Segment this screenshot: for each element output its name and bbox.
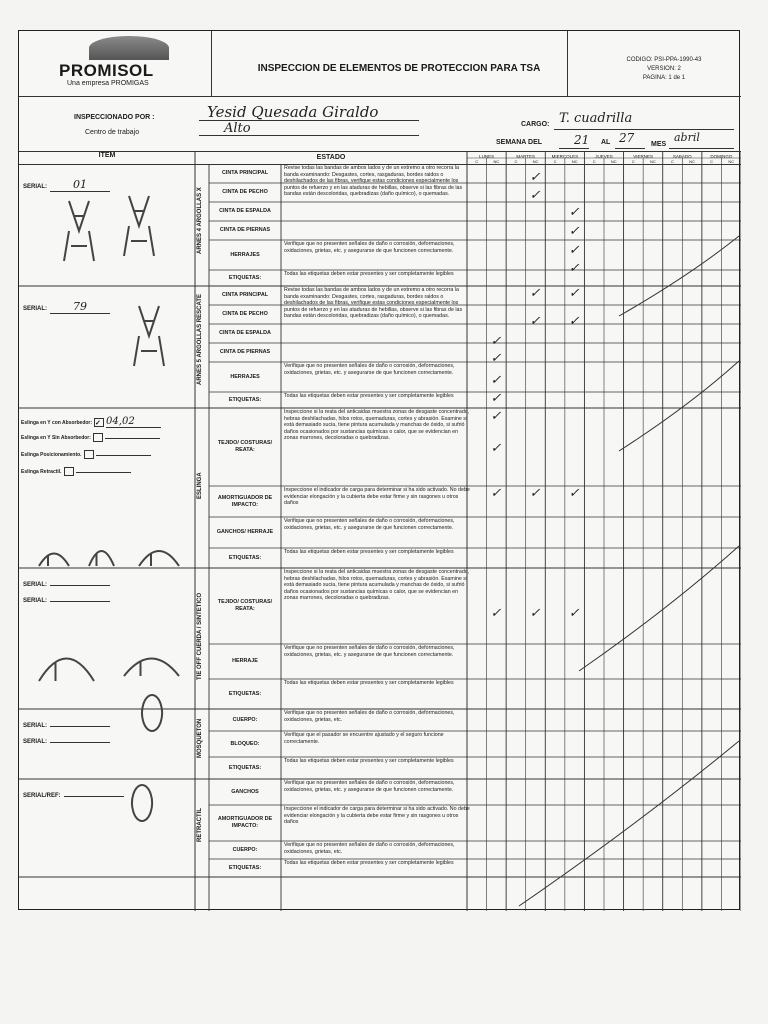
row-label: CINTA DE PECHO bbox=[222, 189, 268, 195]
check-mark: ✓ bbox=[490, 334, 502, 349]
row-label: CINTA PRINCIPAL bbox=[221, 170, 269, 176]
logo-name: PROMISOL bbox=[59, 61, 154, 80]
row-label: CINTA DE PECHO bbox=[222, 311, 268, 317]
check-mark: ✓ bbox=[490, 606, 502, 621]
day-header-sabado: SABADO bbox=[672, 154, 692, 159]
version-text: VERSION: 2 bbox=[647, 66, 681, 72]
check-mark: ✓ bbox=[568, 224, 580, 239]
row-description: Verifique que no presenten señales de daño o corrosión, deformaciones, oxidaciones, grietas, etc. y asegurarse de que funcionen correctamente. bbox=[284, 518, 455, 531]
serial-field[interactable] bbox=[23, 178, 110, 192]
serial-label: SERIAL: bbox=[23, 723, 47, 729]
section-group-label: RETRACTIL bbox=[197, 808, 203, 843]
check-mark: ✓ bbox=[529, 286, 541, 301]
check-mark: ✓ bbox=[490, 486, 502, 501]
check-mark: ✓ bbox=[568, 486, 580, 501]
row-description: Verifique que no presenten señales de daño o corrosión, deformaciones, oxidaciones, grietas, etc. y asegurarse de que funcionen correctamente. bbox=[284, 363, 455, 376]
row-label: CINTA DE ESPALDA bbox=[219, 208, 271, 214]
week-to-field[interactable]: 27 bbox=[619, 131, 635, 145]
serial-value bbox=[50, 726, 110, 727]
check-mark: ✓ bbox=[490, 441, 502, 456]
check-mark: ✓ bbox=[490, 391, 502, 406]
row-description: Revise todas las bandas de ambos lados y de un extremo a otro recorra la banda examinando: Desgastes, cortes, rasgaduras, bordes raidos o deshilachados de las fibras, verifique estas condiciones especialmente los puntos de refuerzo y en las ataduras de hebillas, observe si las fibras de las bandas están descoloridas, quebradizas (daño químico), o quemadas. bbox=[284, 287, 463, 320]
row-label: ETIQUETAS: bbox=[228, 764, 262, 771]
row-label: ETIQUETAS: bbox=[228, 396, 262, 403]
mes-label: MES bbox=[651, 141, 667, 148]
logo-subtitle: Una empresa PROMIGAS bbox=[67, 80, 149, 87]
section-group-label: ESLINGA bbox=[197, 472, 203, 500]
serial-field[interactable] bbox=[23, 793, 124, 799]
page-text: PAGINA: 1 de 1 bbox=[642, 75, 686, 81]
row-label: CINTA DE ESPALDA bbox=[219, 330, 271, 336]
row-label: ETIQUETAS: bbox=[228, 864, 262, 871]
check-mark: ✓ bbox=[568, 314, 580, 329]
eslinga-option-label: Eslinga en Y con Absorbedor: bbox=[21, 420, 93, 426]
row-label: BLOQUEO: bbox=[230, 740, 260, 747]
day-subheader: C bbox=[671, 159, 674, 164]
row-label: ETIQUETAS: bbox=[228, 690, 262, 697]
serial-field[interactable] bbox=[23, 582, 110, 588]
carabiner-icon bbox=[132, 785, 152, 821]
check-mark: ✓ bbox=[490, 409, 502, 424]
strike-line bbox=[619, 361, 739, 451]
inspector-name-field[interactable]: Yesid Quesada Giraldo bbox=[207, 103, 379, 121]
row-description: Verifique que no presenten señales de daño o corrosión, deformaciones, oxidaciones, grietas, etc. bbox=[284, 710, 455, 723]
day-subheader: C bbox=[710, 159, 714, 164]
section-group-label: TIE OFF CUERDA / SINTETICO bbox=[197, 592, 203, 681]
row-description: Todas las etiquetas deben estar presentes y ser completamente legibles bbox=[284, 860, 454, 866]
eslinga-option[interactable] bbox=[21, 416, 161, 428]
check-mark: ✓ bbox=[568, 286, 580, 301]
check-mark: ✓ bbox=[568, 606, 580, 621]
inspection-sheet bbox=[18, 30, 740, 910]
checkbox-icon[interactable]: ✓ bbox=[94, 418, 104, 427]
row-description: Verifique que no presenten señales de daño o corrosión, deformaciones, oxidaciones, grietas, etc. bbox=[284, 842, 455, 855]
check-mark: ✓ bbox=[568, 243, 580, 258]
eslinga-option-value bbox=[96, 455, 151, 456]
eslinga-option[interactable] bbox=[21, 450, 151, 459]
row-label: ETIQUETAS: bbox=[228, 274, 262, 281]
eslinga-option-label: Eslinga Posicionamiento. bbox=[21, 451, 82, 458]
day-subheader: NC bbox=[532, 159, 539, 164]
lanyard-icon bbox=[39, 554, 69, 567]
check-mark: ✓ bbox=[529, 606, 541, 621]
day-subheader: C bbox=[553, 159, 557, 164]
row-label: HERRAJES bbox=[230, 373, 260, 380]
check-mark: ✓ bbox=[490, 351, 502, 366]
item-column-header: ITEM bbox=[98, 152, 116, 159]
day-header-martes: MARTES bbox=[516, 154, 536, 159]
inspected-by-label: INSPECCIONADO POR : bbox=[74, 114, 155, 121]
serial-label: SERIAL: bbox=[23, 598, 47, 604]
harness-icon bbox=[124, 196, 154, 256]
day-header-miercoles: MIERCOLES bbox=[551, 154, 579, 159]
strike-line bbox=[579, 546, 739, 671]
row-label: ETIQUETAS: bbox=[228, 554, 262, 561]
serial-field[interactable] bbox=[23, 598, 110, 604]
row-label: AMORTIGUADOR DE IMPACTO: bbox=[217, 816, 273, 829]
row-description: Verifique que no presenten señales de daño o corrosión, deformaciones, oxidaciones, grietas, etc. y asegurarse de que funcionen correctamente. bbox=[284, 780, 455, 793]
serial-label: SERIAL: bbox=[23, 184, 47, 190]
eslinga-option[interactable] bbox=[21, 467, 131, 476]
row-label: TEJIDO/ COSTURAS/ REATA: bbox=[217, 599, 273, 612]
strike-line bbox=[619, 236, 739, 316]
check-mark: ✓ bbox=[490, 373, 502, 388]
harness-icon bbox=[134, 306, 164, 366]
serial-field[interactable] bbox=[23, 300, 110, 314]
work-center-field[interactable]: Alto bbox=[224, 121, 251, 136]
day-subheader: NC bbox=[610, 159, 617, 164]
checkbox-icon[interactable] bbox=[84, 450, 94, 459]
estado-column-header: ESTADO bbox=[316, 154, 346, 161]
row-description: Verifique que no presenten señales de daño o corrosión, deformaciones, oxidaciones, grietas, etc. y asegurarse de que funcionen correctamente. bbox=[284, 241, 455, 254]
week-from-field[interactable]: 21 bbox=[574, 133, 590, 147]
mes-field[interactable]: abril bbox=[674, 131, 700, 144]
day-subheader: NC bbox=[650, 159, 656, 164]
serial-label: SERIAL: bbox=[23, 306, 47, 312]
day-header-jueves: JUEVES bbox=[595, 154, 613, 159]
row-description: Inspeccione el indicador de carga para determinar si ha sido activado. No debe evidenciar elongación y la cubierta debe estar firme y sin rasgones u otros daños bbox=[284, 806, 470, 826]
row-label: TEJIDO/ COSTURAS/ REATA: bbox=[217, 440, 273, 453]
row-description: Inspeccione el indicador de carga para determinar si ha sido activado. No debe evidenciar elongación y la cubierta debe estar firme y sin rasgones u otros daños bbox=[284, 487, 470, 507]
check-mark: ✓ bbox=[529, 188, 541, 203]
eslinga-option[interactable] bbox=[21, 433, 160, 442]
day-subheader: NC bbox=[728, 159, 735, 164]
day-subheader: C bbox=[592, 159, 596, 164]
row-description: Inspeccione si la reata del anticaidas muestra zonas de desgaste concentrado, hebras deshilachadas, hilos rotos, quemaduras, cortes y abrasión. Examine si está demasiado sucia, tiene pintura acumulada y manchas de óxido, si sufrió daños ocasionados por sustancias químicas o calor, que se evidencian en zonas marrones, decoloradas o quebradizas. bbox=[284, 409, 470, 442]
day-header-viernes: VIERNES bbox=[633, 154, 654, 159]
row-description: Inspeccione si la reata del anticaidas muestra zonas de desgaste concentrado, hebras deshilachadas, hilos rotos, quemaduras, cortes y abrasión. Examine si está demasiado sucia, tiene pintura acumulada y manchas de óxido, si sufrió daños ocasionados por sustancias químicas o calor, que se evidencian en zonas marrones, decoloradas o quebradizas. bbox=[284, 569, 470, 602]
serial-value bbox=[50, 601, 110, 602]
lanyard-icon bbox=[89, 551, 114, 566]
serial-value: 01 bbox=[50, 178, 110, 192]
check-mark: ✓ bbox=[529, 170, 541, 185]
day-subheader: NC bbox=[493, 159, 500, 164]
day-subheader: C bbox=[631, 159, 635, 164]
row-label: GANCHOS/ HERRAJE bbox=[216, 529, 274, 535]
eslinga-option-value bbox=[105, 438, 160, 439]
row-description: Revise todas las bandas de ambos lados y de un extremo a otro recorra la banda examinando: Desgastes, cortes, rasgaduras, bordes raidos o deshilachados de las fibras, verifique estas condiciones especialmente los puntos de refuerzo y en las ataduras de hebillas, observe si las fibras de las bandas están descoloridas, quebradizas (daño químico), o quemadas. bbox=[284, 165, 463, 198]
lanyard-icon bbox=[124, 659, 179, 677]
eslinga-option-label: Eslinga en Y Sin Absorbedor: bbox=[21, 434, 91, 441]
section-group-label: ARNES 4 ARGOLLAS X bbox=[197, 187, 203, 254]
day-subheader: C bbox=[514, 159, 518, 164]
row-label: CUERPO: bbox=[232, 846, 258, 853]
eslinga-option-label: Eslinga Retractil. bbox=[21, 468, 62, 475]
serial-value bbox=[50, 585, 110, 586]
code-text: CODIGO: PSI-PPA-1990-43 bbox=[626, 57, 702, 63]
strike-line bbox=[519, 741, 739, 906]
eslinga-option-value: 04,02 bbox=[106, 416, 161, 428]
row-description: Verifique que no presenten señales de daño o corrosión, deformaciones, oxidaciones, grietas, etc. y asegurarse de que funcionen correctamente. bbox=[284, 645, 455, 658]
serial-label: SERIAL/REF: bbox=[23, 793, 61, 799]
row-label: CUERPO: bbox=[232, 716, 258, 723]
lanyard-icon bbox=[139, 551, 179, 566]
row-label: AMORTIGUADOR DE IMPACTO: bbox=[217, 494, 273, 508]
row-label: CINTA PRINCIPAL bbox=[221, 292, 269, 298]
week-label: SEMANA DEL bbox=[496, 139, 543, 146]
row-description: Todas las etiquetas deben estar presentes y ser completamente legibles bbox=[284, 680, 454, 686]
eslinga-option-value bbox=[76, 472, 131, 473]
lanyard-icon bbox=[39, 659, 94, 682]
harness-icon bbox=[64, 201, 94, 261]
serial-label: SERIAL: bbox=[23, 739, 47, 745]
serial-field[interactable] bbox=[23, 739, 110, 745]
row-label: GANCHOS bbox=[231, 788, 259, 795]
al-label: AL bbox=[601, 139, 611, 146]
row-label: HERRAJE bbox=[232, 658, 258, 664]
day-subheader: C bbox=[475, 159, 479, 164]
checkbox-icon[interactable] bbox=[93, 433, 103, 442]
row-description: Todas las etiquetas deben estar presentes y ser completamente legibles bbox=[284, 549, 454, 555]
check-mark: ✓ bbox=[529, 486, 541, 501]
row-label: CINTA DE PIERNAS bbox=[219, 349, 271, 355]
row-description: Todas las etiquetas deben estar presentes y ser completamente legibles bbox=[284, 758, 454, 764]
checkbox-icon[interactable] bbox=[64, 467, 74, 476]
row-label: HERRAJES bbox=[230, 251, 260, 258]
serial-field[interactable] bbox=[23, 723, 110, 729]
row-description: Todas las etiquetas deben estar presentes y ser completamente legibles bbox=[284, 393, 454, 399]
serial-value bbox=[50, 742, 110, 743]
check-mark: ✓ bbox=[529, 314, 541, 329]
row-description: Todas las etiquetas deben estar presentes y ser completamente legibles bbox=[284, 271, 454, 277]
serial-value: 79 bbox=[50, 300, 110, 314]
cargo-field[interactable]: T. cuadrilla bbox=[559, 111, 633, 126]
day-header-domingo: DOMINGO bbox=[710, 154, 733, 159]
work-center-label: Centro de trabajo bbox=[85, 129, 140, 136]
cargo-label: CARGO: bbox=[521, 121, 550, 128]
day-subheader: NC bbox=[689, 159, 695, 164]
row-description: Verifique que el pasador se encuentre ajustado y el seguro funcione correctamente. bbox=[284, 732, 444, 745]
day-header-lunes: LUNES bbox=[479, 154, 495, 159]
page-title: INSPECCION DE ELEMENTOS DE PROTECCION PARA TSA bbox=[257, 63, 541, 74]
serial-value bbox=[64, 796, 124, 797]
check-mark: ✓ bbox=[568, 205, 580, 220]
carabiner-icon bbox=[142, 695, 162, 731]
section-group-label: ARNES 5 ARGOLLAS RESCATE bbox=[197, 294, 203, 386]
section-group-label: MOSQUETON bbox=[197, 719, 203, 759]
check-mark: ✓ bbox=[568, 261, 580, 276]
day-subheader: NC bbox=[571, 159, 578, 164]
serial-label: SERIAL: bbox=[23, 582, 47, 588]
row-label: CINTA DE PIERNAS bbox=[219, 227, 271, 233]
